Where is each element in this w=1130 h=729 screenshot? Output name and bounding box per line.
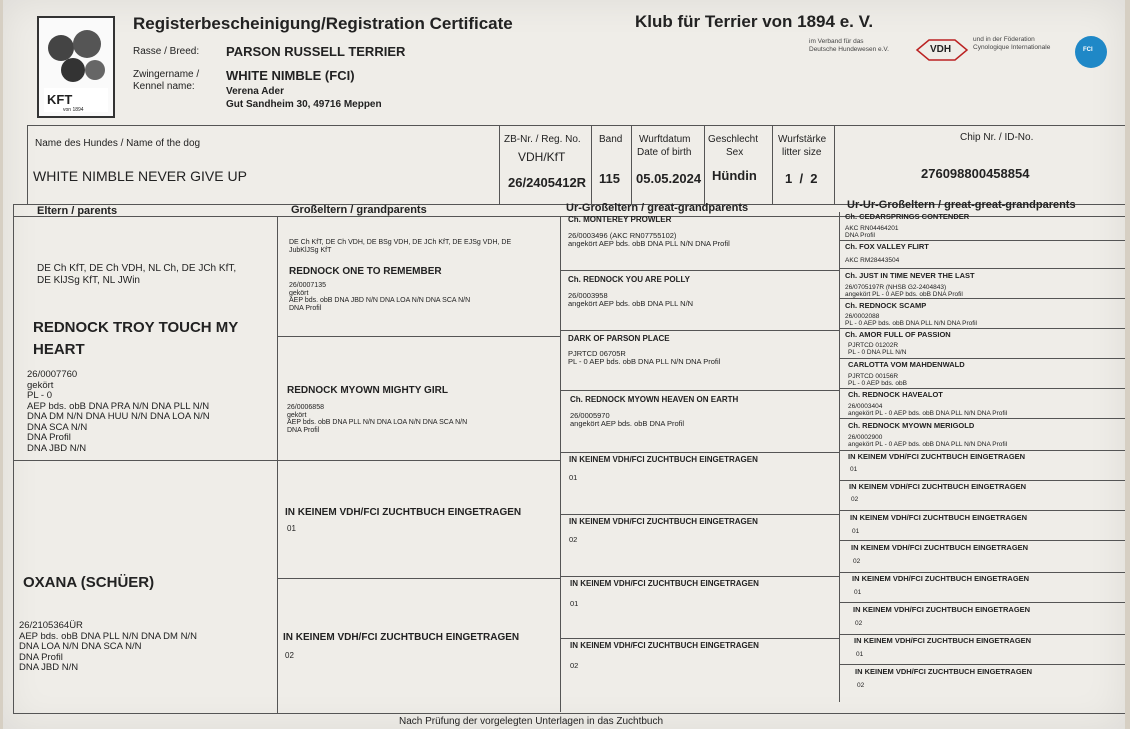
sire-name: REDNOCK TROY TOUCH MY HEART bbox=[33, 319, 239, 358]
band-value: 115 bbox=[599, 171, 620, 186]
gggp12-name: IN KEINEM VDH/FCI ZUCHTBUCH EINGETRAGEN bbox=[851, 543, 1029, 552]
reg-no: 26/2405412R bbox=[508, 175, 587, 190]
gggp10-name: IN KEINEM VDH/FCI ZUCHTBUCH EINGETRAGEN bbox=[849, 482, 1027, 491]
reg-label: ZB-Nr. / Reg. No. bbox=[504, 134, 581, 145]
ggp6-info: 02 bbox=[569, 535, 578, 544]
chip-value: 276098800458854 bbox=[921, 166, 1030, 181]
gggp2-info: AKC RM28443504 bbox=[845, 257, 900, 264]
gggp16-name: IN KEINEM VDH/FCI ZUCHTBUCH EINGETRAGEN bbox=[855, 667, 1033, 676]
owner-name: Verena Ader bbox=[226, 86, 284, 97]
vdh-logo-text: VDH bbox=[930, 44, 952, 55]
dog-name: WHITE NIMBLE NEVER GIVE UP bbox=[33, 168, 247, 184]
fci-text-2: Cynologique Internationale bbox=[973, 44, 1051, 51]
litter-label-2: litter size bbox=[782, 147, 822, 158]
gggp7-name: Ch. REDNOCK HAVEALOT bbox=[848, 390, 943, 399]
gggp14-info: 02 bbox=[855, 620, 863, 627]
certificate-paper bbox=[3, 0, 1125, 729]
gggp3-name: Ch. JUST IN TIME NEVER THE LAST bbox=[845, 271, 975, 280]
sex-value: Hündin bbox=[712, 168, 757, 183]
gggp15-info: 01 bbox=[856, 651, 864, 658]
gp2-info: 26/0006858 gekört AEP bds. obB DNA PLL N/N DNA LOA N/N DNA SCA N/N DNA Profil bbox=[287, 404, 468, 434]
dam-info: 26/2105364ÜR AEP bds. obB DNA PLL N/N DNA DM N/N DNA LOA N/N DNA SCA N/N DNA Profil DNA JBD N/N bbox=[19, 620, 197, 673]
ggp5-name: IN KEINEM VDH/FCI ZUCHTBUCH EINGETRAGEN bbox=[569, 455, 758, 464]
reg-label-2: VDH/KfT bbox=[518, 150, 566, 164]
litter-value: 1 / 2 bbox=[785, 171, 818, 186]
gggp1-info: AKC RN04464201 DNA Profil bbox=[845, 225, 899, 239]
ggp8-name: IN KEINEM VDH/FCI ZUCHTBUCH EINGETRAGEN bbox=[570, 641, 759, 650]
sire-info: 26/0007760 gekört PL - 0 AEP bds. obB DNA PRA N/N DNA PLL N/N DNA DM N/N DNA HUU N/N DNA LOA N/N DNA SCA N/N DNA Profil DNA JBD N/N bbox=[27, 369, 210, 454]
gggp4-name: Ch. REDNOCK SCAMP bbox=[845, 301, 927, 310]
ggp4-name: Ch. REDNOCK MYOWN HEAVEN ON EARTH bbox=[570, 395, 739, 404]
gggp9-info: 01 bbox=[850, 466, 858, 473]
col-grandparents: Großeltern / grandparents bbox=[291, 204, 427, 216]
ggp7-name: IN KEINEM VDH/FCI ZUCHTBUCH EINGETRAGEN bbox=[570, 579, 759, 588]
vdh-text-2: Deutsche Hundewesen e.V. bbox=[809, 46, 889, 53]
breed-label: Rasse / Breed: bbox=[133, 46, 200, 57]
footer-text: Nach Prüfung der vorgelegten Unterlagen in das Zuchtbuch bbox=[399, 716, 664, 727]
kennel-value: WHITE NIMBLE (FCI) bbox=[226, 68, 355, 83]
dam-name: OXANA (SCHÜER) bbox=[23, 574, 155, 591]
gggp11-name: IN KEINEM VDH/FCI ZUCHTBUCH EINGETRAGEN bbox=[850, 513, 1028, 522]
gggp9-name: IN KEINEM VDH/FCI ZUCHTBUCH EINGETRAGEN bbox=[848, 452, 1026, 461]
sex-label-1: Geschlecht bbox=[708, 134, 759, 145]
band-label: Band bbox=[599, 134, 623, 145]
gggp3-info: 26/0705197R (NHSB G2-2404843) angekört PL - 0 AEP bds. obB DNA Profil bbox=[845, 284, 963, 298]
litter-label-1: Wurfstärke bbox=[778, 134, 827, 145]
gp1-name: REDNOCK ONE TO REMEMBER bbox=[289, 266, 442, 277]
gp3-name: IN KEINEM VDH/FCI ZUCHTBUCH EINGETRAGEN bbox=[285, 507, 522, 518]
gggp12-info: 02 bbox=[853, 558, 861, 565]
gggp6-name: CARLOTTA VOM MAHDENWALD bbox=[848, 360, 965, 369]
ggp1-info: 26/0003496 (AKC RN07755102) angekört AEP bds. obB DNA PLL N/N DNA Profil bbox=[568, 231, 730, 248]
owner-address: Gut Sandheim 30, 49716 Meppen bbox=[226, 99, 382, 110]
gggp13-info: 01 bbox=[854, 589, 862, 596]
dog-name-label: Name des Hundes / Name of the dog bbox=[35, 138, 201, 149]
gggp5-name: Ch. AMOR FULL OF PASSION bbox=[845, 330, 951, 339]
gp4-info: 02 bbox=[285, 651, 294, 660]
gggp5-info: PJRTCD 01202R PL - 0 DNA PLL N/N bbox=[848, 342, 907, 356]
dob-label-1: Wurftdatum bbox=[639, 134, 691, 145]
gggp15-name: IN KEINEM VDH/FCI ZUCHTBUCH EINGETRAGEN bbox=[854, 636, 1032, 645]
gp4-name: IN KEINEM VDH/FCI ZUCHTBUCH EINGETRAGEN bbox=[283, 632, 520, 643]
gggp1-name: Ch. CEDARSPRINGS CONTENDER bbox=[845, 212, 970, 221]
gggp4-info: 26/0002088 PL - 0 AEP bds. obB DNA PLL N/N DNA Profil bbox=[845, 313, 977, 327]
dob-value: 05.05.2024 bbox=[636, 171, 702, 186]
col-great-great-grandparents: Ur-Ur-Großeltern / great-great-grandparents bbox=[847, 199, 1076, 211]
ggp4-info: 26/0005970 angekört AEP bds. obB DNA Profil bbox=[570, 411, 685, 428]
gggp7-info: 26/0003404 angekört PL - 0 AEP bds. obB DNA PLL N/N DNA Profil bbox=[848, 403, 1008, 417]
sire-titles: DE Ch KfT, DE Ch VDH, NL Ch, DE JCh KfT, DE KlJSg KfT, NL JWin bbox=[37, 263, 237, 286]
gggp6-info: PJRTCD 00156R PL - 0 AEP bds. obB bbox=[848, 373, 907, 387]
sex-label-2: Sex bbox=[726, 147, 744, 158]
kennel-label-2: Kennel name: bbox=[133, 81, 195, 92]
gggp10-info: 02 bbox=[851, 496, 859, 503]
kennel-label-1: Zwingername / bbox=[133, 69, 200, 80]
gggp14-name: IN KEINEM VDH/FCI ZUCHTBUCH EINGETRAGEN bbox=[853, 605, 1031, 614]
gggp2-name: Ch. FOX VALLEY FLIRT bbox=[845, 242, 929, 251]
gp1-info: 26/0007135 gekört AEP bds. obB DNA JBD N/N DNA LOA N/N DNA SCA N/N DNA Profil bbox=[289, 282, 471, 312]
ggp8-info: 02 bbox=[570, 661, 579, 670]
vdh-logo bbox=[915, 38, 969, 62]
col-parents: Eltern / parents bbox=[37, 205, 118, 217]
ggp2-info: 26/0003958 angekört AEP bds. obB DNA PLL N/N bbox=[568, 291, 694, 308]
gggp16-info: 02 bbox=[857, 682, 865, 689]
fci-text-1: und in der Föderation bbox=[973, 36, 1035, 43]
gp1-titles: DE Ch KfT, DE Ch VDH, DE BSg VDH, DE JCh KfT, DE EJSg VDH, DE JubKlJSg KfT bbox=[289, 239, 512, 254]
chip-label: Chip Nr. / ID-No. bbox=[960, 132, 1034, 143]
ggp6-name: IN KEINEM VDH/FCI ZUCHTBUCH EINGETRAGEN bbox=[569, 517, 758, 526]
ggp7-info: 01 bbox=[570, 599, 579, 608]
gggp8-name: Ch. REDNOCK MYOWN MERIGOLD bbox=[848, 421, 975, 430]
ggp3-info: PJRTCD 06705R PL - 0 AEP bds. obB DNA PLL N/N DNA Profil bbox=[568, 349, 721, 366]
ggp3-name: DARK OF PARSON PLACE bbox=[568, 334, 670, 343]
ggp1-name: Ch. MONTEREY PROWLER bbox=[568, 215, 672, 224]
dob-label-2: Date of birth bbox=[637, 147, 692, 158]
vdh-text-1: im Verband für das bbox=[809, 38, 864, 45]
fci-logo-text: FCI bbox=[1083, 47, 1093, 53]
gggp11-info: 01 bbox=[852, 528, 860, 535]
gggp8-info: 26/0002900 angekört PL - 0 AEP bds. obB DNA PLL N/N DNA Profil bbox=[848, 434, 1008, 448]
breed-value: PARSON RUSSELL TERRIER bbox=[226, 44, 406, 59]
gggp13-name: IN KEINEM VDH/FCI ZUCHTBUCH EINGETRAGEN bbox=[852, 574, 1030, 583]
ggp2-name: Ch. REDNOCK YOU ARE POLLY bbox=[568, 275, 690, 284]
gp3-info: 01 bbox=[287, 524, 296, 533]
logo-text: KFT bbox=[47, 92, 73, 107]
club-name: Klub für Terrier von 1894 e. V. bbox=[635, 12, 874, 31]
gp2-name: REDNOCK MYOWN MIGHTY GIRL bbox=[287, 385, 448, 396]
col-great-grandparents: Ur-Großeltern / great-grandparents bbox=[566, 202, 749, 214]
kft-logo bbox=[37, 16, 115, 118]
logo-subtext: von 1894 bbox=[63, 107, 84, 113]
ggp5-info: 01 bbox=[569, 473, 578, 482]
certificate-title: Registerbescheinigung/Registration Certificate bbox=[133, 14, 513, 33]
